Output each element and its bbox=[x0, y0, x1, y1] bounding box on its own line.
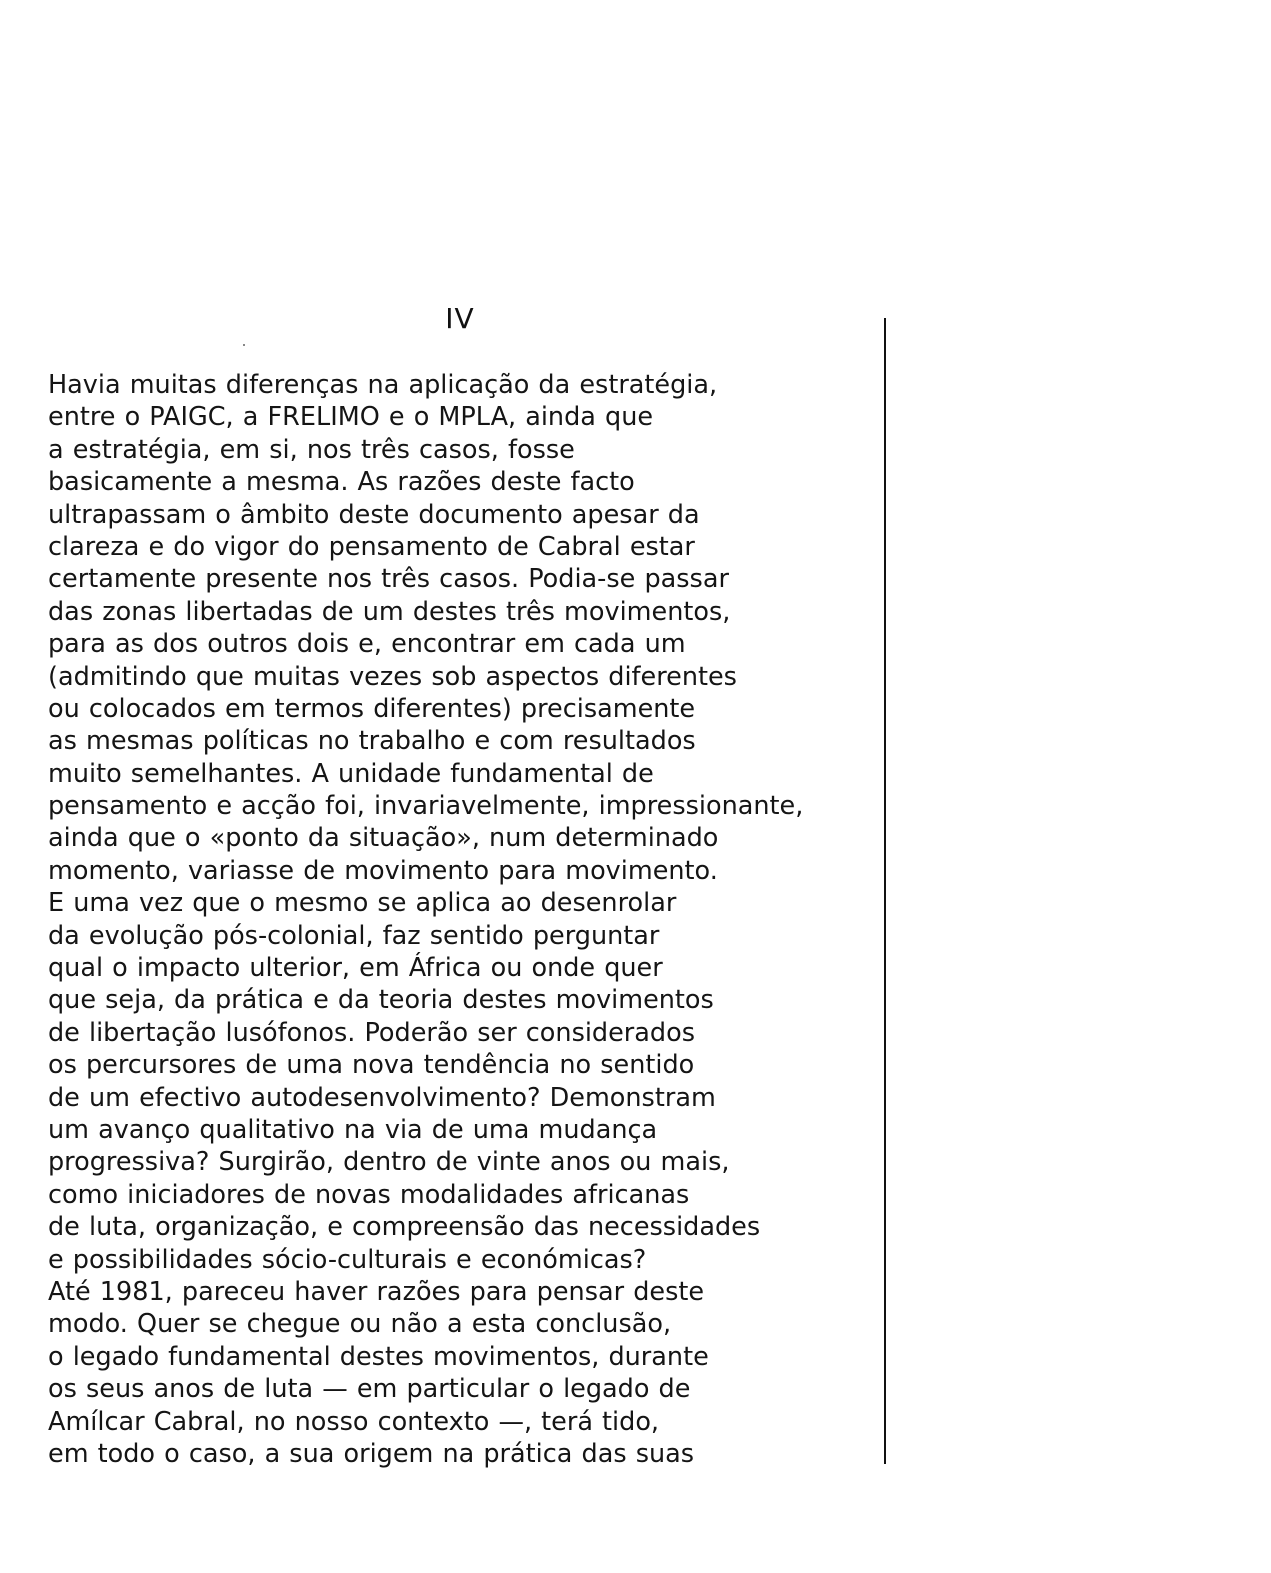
text-line: qual o impacto ulterior, em África ou onde quer bbox=[48, 953, 663, 984]
text-line: ou colocados em termos diferentes) precisamente bbox=[48, 693, 696, 724]
text-line: como iniciadores de novas modalidades africanas bbox=[48, 1179, 690, 1210]
text-line: Amílcar Cabral, no nosso contexto —, terá tido, bbox=[48, 1406, 660, 1437]
text-line: momento, variasse de movimento para movimento. bbox=[48, 855, 718, 886]
text-line: basicamente a mesma. As razões deste facto bbox=[48, 467, 635, 498]
text-line: em todo o caso, a sua origem na prática das suas bbox=[48, 1438, 695, 1469]
text-line: o legado fundamental destes movimentos, durante bbox=[48, 1341, 709, 1372]
text-line: Até 1981, pareceu haver razões para pensar deste bbox=[48, 1276, 705, 1307]
text-line: E uma vez que o mesmo se aplica ao desenrolar bbox=[48, 888, 677, 919]
text-line: muito semelhantes. A unidade fundamental de bbox=[48, 758, 654, 789]
text-line: os percursores de uma nova tendência no sentido bbox=[48, 1050, 695, 1081]
text-line: entre o PAIGC, a FRELIMO e o MPLA, ainda que bbox=[48, 402, 654, 433]
text-line: de um efectivo autodesenvolvimento? Demonstram bbox=[48, 1082, 716, 1113]
section-heading: IV bbox=[445, 302, 475, 335]
text-line: da evolução pós-colonial, faz sentido perguntar bbox=[48, 920, 660, 951]
text-line: ultrapassam o âmbito deste documento apesar da bbox=[48, 499, 700, 530]
text-line: que seja, da prática e da teoria destes movimentos bbox=[48, 985, 714, 1016]
text-line: de libertação lusófonos. Poderão ser considerados bbox=[48, 1017, 695, 1048]
text-line: clareza e do vigor do pensamento de Cabral estar bbox=[48, 531, 695, 562]
body-paragraph bbox=[48, 369, 878, 1470]
text-line: Havia muitas diferenças na aplicação da estratégia, bbox=[48, 370, 718, 400]
margin-rule bbox=[884, 318, 886, 1464]
text-line: para as dos outros dois e, encontrar em cada um bbox=[48, 629, 686, 660]
text-line: (admitindo que muitas vezes sob aspectos diferentes bbox=[48, 661, 737, 692]
text-line: os seus anos de luta — em particular o legado de bbox=[48, 1374, 691, 1405]
text-line: as mesmas políticas no trabalho e com resultados bbox=[48, 726, 696, 757]
scan-speck bbox=[243, 344, 245, 346]
text-line: progressiva? Surgirão, dentro de vinte anos ou mais, bbox=[48, 1147, 730, 1178]
text-line: das zonas libertadas de um destes três movimentos, bbox=[48, 596, 731, 627]
text-line: de luta, organização, e compreensão das necessidades bbox=[48, 1212, 761, 1243]
text-line: e possibilidades sócio-culturais e económicas? bbox=[48, 1244, 647, 1275]
text-line: pensamento e acção foi, invariavelmente, impressionante, bbox=[48, 791, 804, 822]
text-line: modo. Quer se chegue ou não a esta conclusão, bbox=[48, 1309, 672, 1340]
text-line: certamente presente nos três casos. Podia-se passar bbox=[48, 564, 729, 595]
text-line: ainda que o «ponto da situação», num determinado bbox=[48, 823, 719, 854]
text-line: a estratégia, em si, nos três casos, fosse bbox=[48, 434, 575, 465]
text-line: um avanço qualitativo na via de uma mudança bbox=[48, 1114, 658, 1145]
